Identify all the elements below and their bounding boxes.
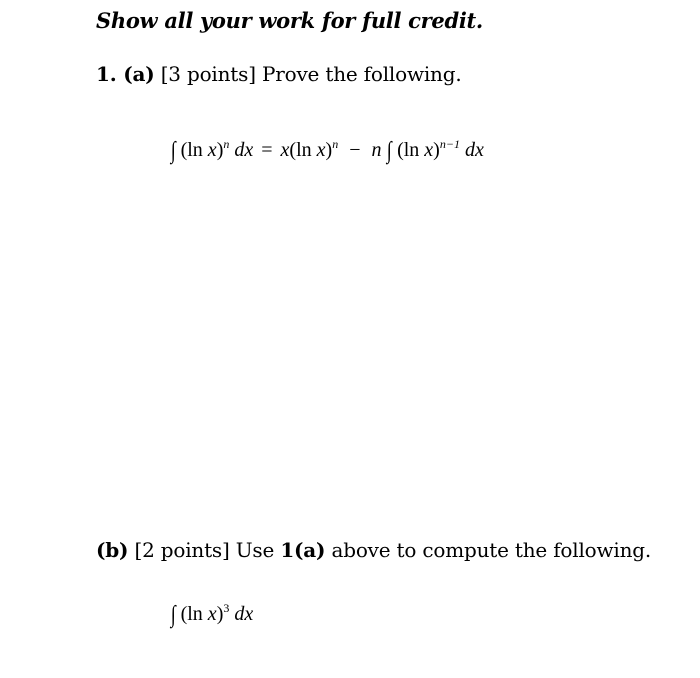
lhs-ln-open: (ln <box>180 139 208 161</box>
question-1b-text-pre: Use <box>235 538 275 562</box>
rhs1-close: ) <box>325 139 333 161</box>
var: x <box>207 603 217 625</box>
lhs-close: ) <box>216 139 224 161</box>
instruction-heading: Show all your work for full credit. <box>96 8 483 33</box>
question-1b-points: [2 points] <box>134 538 230 562</box>
lhs-exponent: n <box>223 137 230 151</box>
lhs-dx: dx <box>234 139 254 161</box>
rhs2-close: ) <box>433 139 440 161</box>
question-1b-label: (b) <box>96 538 129 562</box>
rhs2-var: x <box>424 139 434 161</box>
equation-1a <box>170 138 484 165</box>
rhs2-dx: dx <box>464 139 484 161</box>
minus-sign: − <box>349 139 361 161</box>
integral-symbol: ∫ <box>170 138 176 164</box>
integral-symbol: ∫ <box>387 138 393 164</box>
question-1a-points: [3 points] <box>160 62 256 86</box>
question-1b-ref: 1(a) <box>280 538 326 562</box>
integral-symbol: ∫ <box>170 602 176 628</box>
rhs1-var: x <box>316 139 326 161</box>
question-1a-number: 1. (a) <box>96 62 155 86</box>
equals-sign: = <box>261 139 273 161</box>
rhs2-n: n <box>371 139 382 161</box>
close-paren: ) <box>216 603 224 625</box>
question-1a <box>96 62 462 86</box>
rhs2-ln-open: (ln <box>397 139 425 161</box>
question-1b <box>96 538 651 562</box>
ln-open: (ln <box>180 603 208 625</box>
question-1a-text: Prove the following. <box>262 62 462 86</box>
rhs1-ln-open: (ln <box>289 139 317 161</box>
equation-1b <box>170 602 253 629</box>
dx: dx <box>234 603 254 625</box>
lhs-var: x <box>207 139 217 161</box>
exponent: 3 <box>223 601 230 615</box>
question-1b-text-post: above to compute the following. <box>331 538 652 562</box>
rhs1-x: x <box>280 139 290 161</box>
rhs1-exponent: n <box>332 137 339 151</box>
rhs2-exponent: n−1 <box>439 137 460 151</box>
